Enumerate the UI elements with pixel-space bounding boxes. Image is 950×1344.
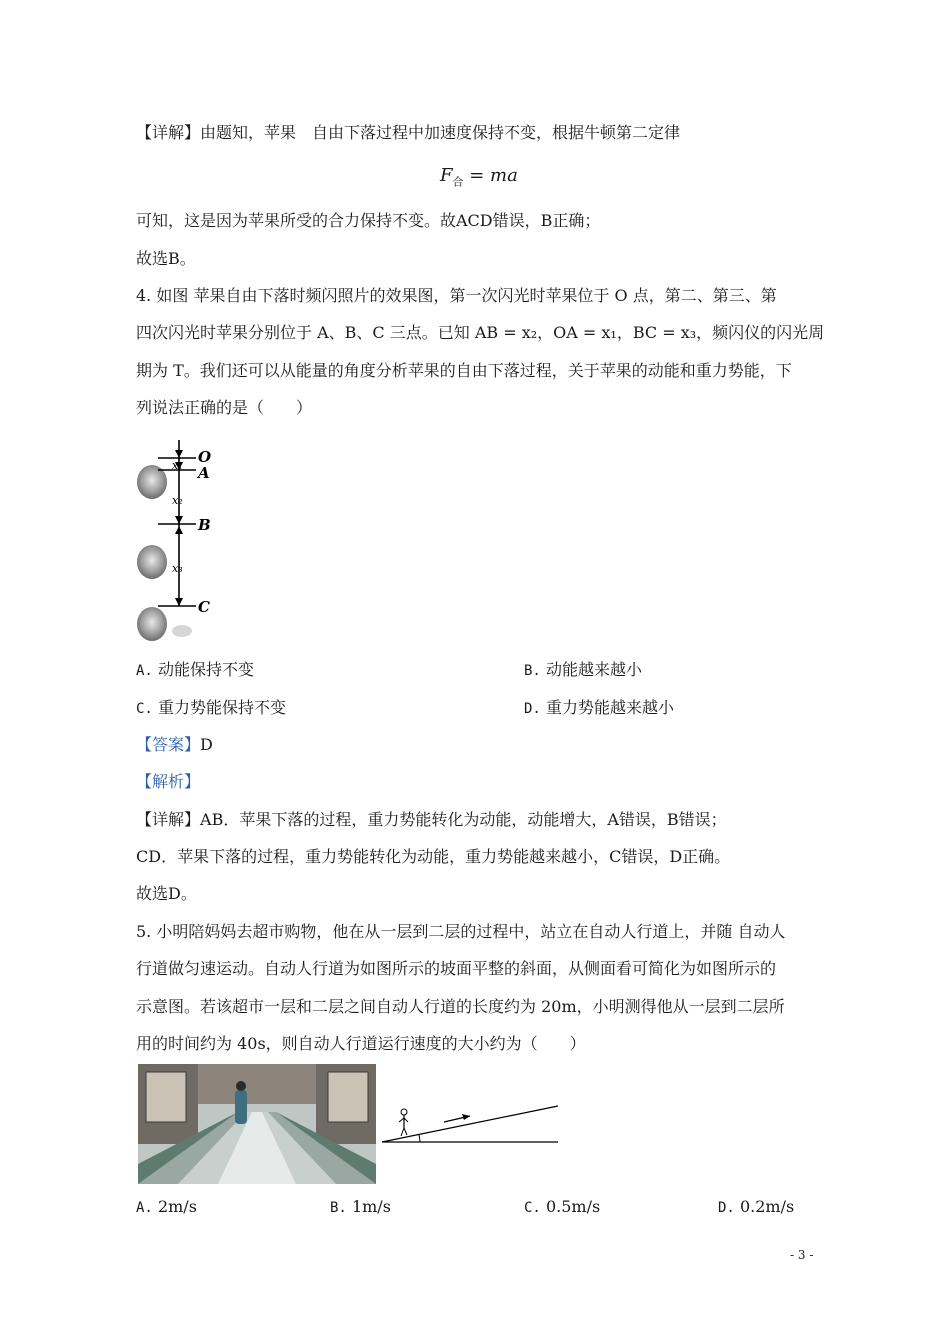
label-b: B	[198, 516, 211, 534]
q4-line-4: 列说法正确的是（ ）	[136, 398, 313, 417]
apple-image-b	[137, 545, 167, 579]
formula-lhs: F	[440, 165, 453, 186]
q5-line-1: 5. 小明陪妈妈去超市购物，他在从一层到二层的过程中，站立在自动人行道上，并随 自动人	[136, 922, 786, 941]
q5-line-3: 示意图。若该超市一层和二层之间自动人行道的长度约为 20m，小明测得他从一层到二层所	[136, 997, 785, 1016]
label-x1: x₁	[172, 459, 183, 472]
incline-diagram	[380, 1100, 560, 1146]
q4-line-2: 四次闪光时苹果分别位于 A、B、C 三点。已知 AB = x₂，OA = x₁，BC = x₃，频闪仪的闪光周	[136, 323, 825, 342]
q5-line-2: 行道做匀速运动。自动人行道为如图所示的坡面平整的斜面，从侧面看可简化为如图所示的	[136, 959, 777, 978]
label-x3: x₃	[172, 562, 183, 575]
q4-option-c: C. 重力势能保持不变	[136, 698, 286, 717]
conclusion-line: 可知，这是因为苹果所受的合力保持不变。故ACD错误，B正确；	[136, 211, 601, 230]
answer-tag: 【答案】	[136, 735, 201, 754]
q4-option-a: A. 动能保持不变	[136, 660, 254, 679]
page-number: - 3 -	[790, 1248, 814, 1262]
q4-option-b: B. 动能越来越小	[524, 660, 642, 679]
apple-image-c	[137, 607, 167, 641]
q5-option-d: D. 0.2m/s	[718, 1197, 795, 1216]
falling-apple-figure	[134, 436, 224, 648]
q4-choose-line: 故选D。	[136, 884, 197, 903]
label-a: A	[198, 464, 210, 482]
label-o: O	[198, 448, 212, 466]
q4-detail-line-1: 【详解】AB．苹果下落的过程，重力势能转化为动能，动能增大，A错误，B错误；	[136, 810, 727, 829]
q5-option-a: A. 2m/s	[136, 1197, 197, 1216]
q4-detail-line-2: CD．苹果下落的过程，重力势能转化为动能，重力势能越来越小，C错误，D正确。	[136, 847, 731, 866]
analysis-tag: 【解析】	[136, 772, 201, 791]
q4-line-1: 4. 如图 苹果自由下落时频闪照片的效果图，第一次闪光时苹果位于 O 点，第二、第三、第	[136, 286, 777, 305]
q5-option-c: C. 0.5m/s	[524, 1197, 601, 1216]
q4-answer-line	[136, 734, 213, 756]
detail-intro-line	[136, 122, 680, 144]
answer-value: D	[200, 735, 213, 754]
q4-option-d: D. 重力势能越来越小	[524, 698, 674, 717]
formula-rhs: = ma	[463, 165, 518, 186]
moving-walkway-photo	[138, 1064, 376, 1184]
choose-b-line: 故选B。	[136, 249, 196, 268]
q5-option-b: B. 1m/s	[330, 1197, 391, 1216]
q4-line-3: 期为 T。我们还可以从能量的角度分析苹果的自由下落过程，关于苹果的动能和重力势能，下	[136, 361, 792, 380]
detail-tag: 【详解】	[136, 123, 201, 142]
detail-intro-text: 由题知，苹果 自由下落过程中加速度保持不变，根据牛顿第二定律	[200, 123, 681, 142]
q5-line-4: 用的时间约为 40s，则自动人行道运行速度的大小约为（ ）	[136, 1034, 586, 1053]
detail-tag: 【详解】	[136, 810, 201, 829]
label-x2: x₂	[172, 494, 183, 507]
label-c: C	[198, 598, 210, 616]
formula-sub: 合	[452, 175, 464, 189]
newton-second-law-formula	[440, 165, 518, 190]
